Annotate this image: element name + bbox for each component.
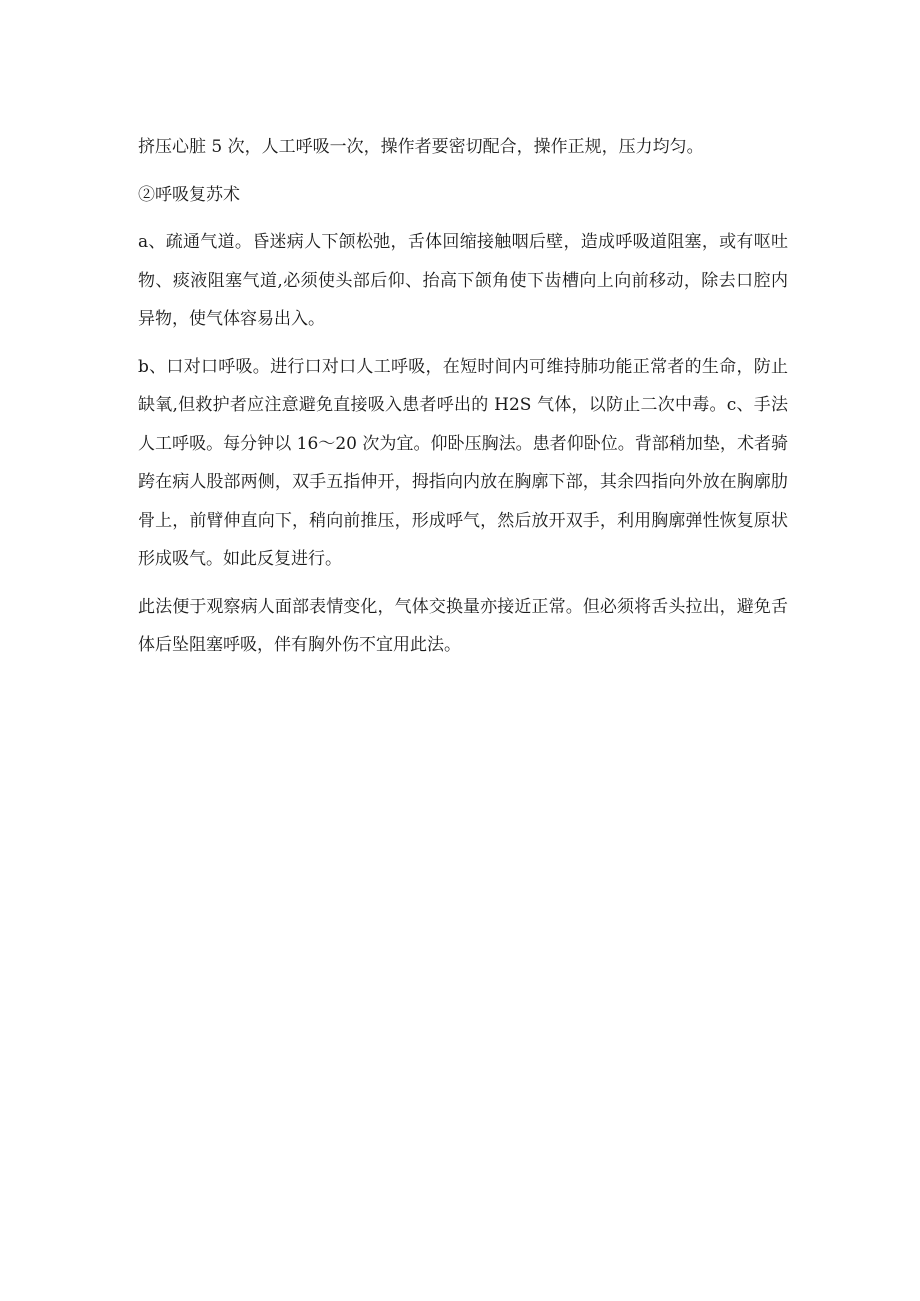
paragraph-method-notes: 此法便于观察病人面部表情变化，气体交换量亦接近正常。但必须将舌头拉出，避免舌体后坠阻塞呼吸，伴有胸外伤不宜用此法。 — [138, 596, 788, 655]
paragraph-chest-compression: 挤压心脏 5 次，人工呼吸一次，操作者要密切配合，操作正规，压力均匀。 — [138, 137, 704, 157]
paragraph-airway-clearing: a、疏通气道。昏迷病人下颌松弛，舌体回缩接触咽后壁，造成呼吸道阻塞，或有呕吐物、痰液阻塞气道,必须使头部后仰、抬高下颌角使下齿槽向上向前移动，除去口腔内异物，使气体容易出入。 — [138, 232, 788, 329]
document-body — [138, 128, 788, 665]
section-heading-respiratory-resuscitation: ②呼吸复苏术 — [138, 184, 240, 205]
paragraph-mouth-to-mouth: b、口对口呼吸。进行口对口人工呼吸，在短时间内可维持肺功能正常者的生命，防止缺氧,但救护者应注意避免直接吸入患者呼出的 H2S 气体，以防止二次中毒。c、手法人工呼吸。每分钟以 16～20 次为宜。仰卧压胸法。患者仰卧位。背部稍加垫，术者骑跨在病人股部两侧，双手五指伸开，拇指向内放在胸廓下部，其余四指向外放在胸廓肋骨上，前臂伸直向下，稍向前推压，形成呼气，然后放开双手，利用胸廓弹性恢复原状形成吸气。如此反复进行。 — [138, 356, 788, 569]
